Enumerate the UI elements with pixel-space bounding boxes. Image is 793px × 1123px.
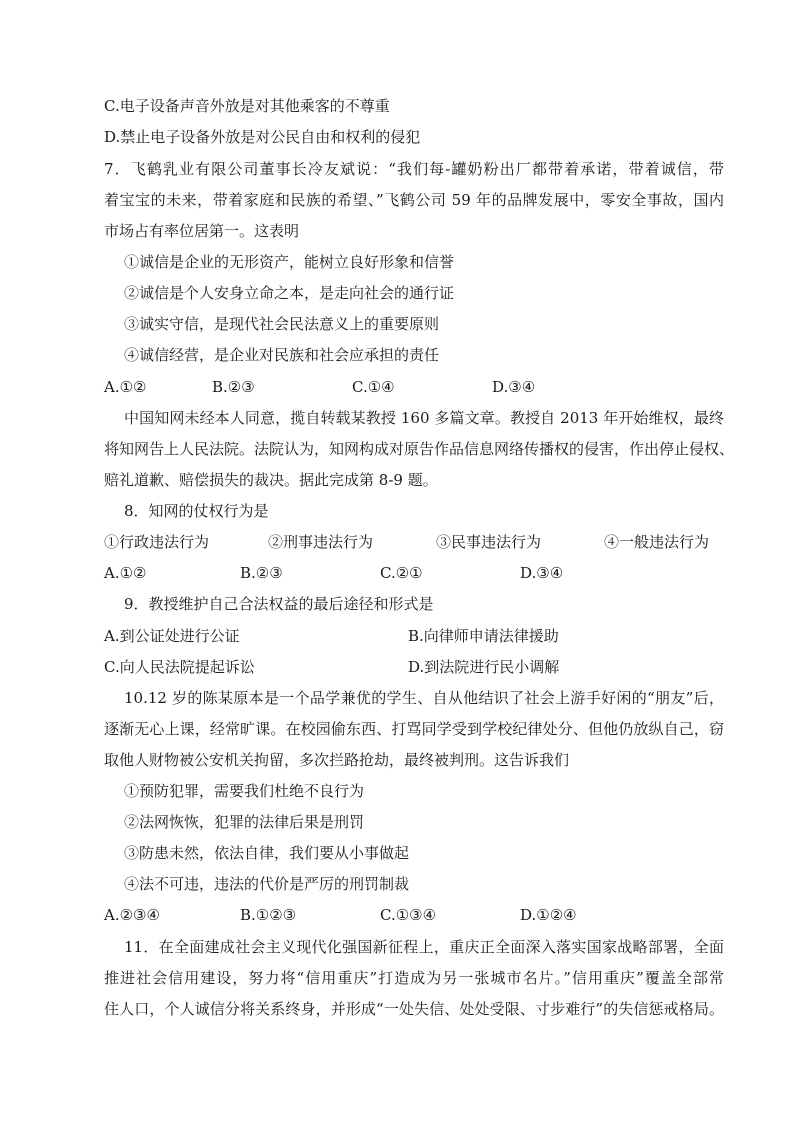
question-10-statement-1: ①预防犯罪，需要我们杜绝不良行为 — [124, 782, 365, 800]
question-11-stem-line-2: 推进社会信用建设，努力将“信用重庆”打造成为另一张城市名片。”信用重庆”覆盖全部常 — [104, 969, 724, 987]
question-10-option-c: C.①③④ — [380, 906, 437, 924]
passage-8-9-line-1: 中国知网未经本人同意，揽自转载某教授 160 多篇文章。教授自 2013 年开始维权，最终 — [124, 409, 724, 427]
question-11-stem-line-1: 11．在全面建成社会主义现代化强国新征程上，重庆正全面深入落实国家战略部署，全面 — [124, 938, 724, 956]
question-7-stem-line-3: 市场占有率位居第一。这表明 — [104, 222, 300, 240]
question-9-option-d: D.到法院进行民小调解 — [408, 658, 560, 676]
question-7-statement-4: ④诚信经营，是企业对民族和社会应承担的责任 — [124, 346, 440, 364]
question-9-option-b: B.向律师申请法律援助 — [408, 627, 559, 645]
question-7-option-d: D.③④ — [492, 378, 536, 396]
question-8-option-a: A.①② — [104, 564, 147, 582]
question-8-item-2: ②刑事违法行为 — [268, 533, 374, 551]
question-10-stem-line-2: 逐渐无心上课，经常旷课。在校园偷东西、打骂同学受到学校纪律处分、但他仍放纵自己，窃 — [104, 720, 724, 738]
passage-8-9-line-3: 赔礼道歉、赔偿损失的裁决。据此完成第 8-9 题。 — [104, 471, 438, 489]
option-c-prev: C.电子设备声音外放是对其他乘客的不尊重 — [104, 97, 390, 115]
question-10-option-d: D.①②④ — [520, 906, 577, 924]
passage-8-9-line-2: 将知网告上人民法院。法院认为，知网构成对原告作品信息网络传播权的侵害，作出停止侵权、 — [104, 440, 735, 458]
question-10-statement-2: ②法网恢恢，犯罪的法律后果是刑罚 — [124, 813, 365, 831]
question-10-option-b: B.①②③ — [240, 906, 297, 924]
question-9-option-a: A.到公证处进行公证 — [104, 627, 240, 645]
question-7-statement-2: ②诚信是个人安身立命之本，是走向社会的通行证 — [124, 284, 455, 302]
question-8-item-3: ③民事违法行为 — [436, 533, 542, 551]
question-10-stem-line-3: 取他人财物被公安机关拘留，多次拦路抢劫，最终被判刑。这告诉我们 — [104, 751, 570, 769]
question-11-stem-line-3: 住人口，个人诚信分将关系终身，并形成“一处失信、处处受限、寸步难行”的失信惩戒格局。 — [104, 1000, 724, 1018]
question-10-option-a: A.②③④ — [104, 906, 160, 924]
question-10-statement-3: ③防患未然，依法自律，我们要从小事做起 — [124, 844, 410, 862]
question-7-stem-line-1: 7．飞鹤乳业有限公司董事长冷友斌说：“我们每-罐奶粉出厂都带着承诺，带着诚信，带 — [104, 160, 724, 178]
question-8-item-1: ①行政违法行为 — [104, 533, 210, 551]
question-8-item-4: ④一般违法行为 — [604, 533, 710, 551]
question-7-statement-3: ③诚实守信，是现代社会民法意义上的重要原则 — [124, 315, 440, 333]
question-8-option-b: B.②③ — [240, 564, 283, 582]
question-9-stem: 9．教授维护自己合法权益的最后途径和形式是 — [124, 595, 434, 613]
question-7-option-c: C.①④ — [352, 378, 395, 396]
question-8-option-d: D.③④ — [520, 564, 564, 582]
question-9-option-c: C.向人民法院提起诉讼 — [104, 658, 255, 676]
question-10-stem-line-1: 10.12 岁的陈某原本是一个品学兼优的学生、自从他结识了社会上游手好闲的“朋友”后， — [124, 689, 724, 707]
question-7-option-a: A.①② — [104, 378, 147, 396]
question-8-stem: 8．知网的仗权行为是 — [124, 502, 269, 520]
option-d-prev: D.禁止电子设备外放是对公民自由和权利的侵犯 — [104, 128, 421, 146]
question-7-statement-1: ①诚信是企业的无形资产，能树立良好形象和信誉 — [124, 253, 455, 271]
question-7-option-b: B.②③ — [212, 378, 255, 396]
question-8-option-c: C.②① — [380, 564, 423, 582]
question-7-stem-line-2: 着宝宝的未来，带着家庭和民族的希望、”飞鹤公司 59 年的品牌发展中，零安全事故，国内 — [104, 191, 724, 209]
question-10-statement-4: ④法不可违，违法的代价是严厉的刑罚制裁 — [124, 875, 410, 893]
